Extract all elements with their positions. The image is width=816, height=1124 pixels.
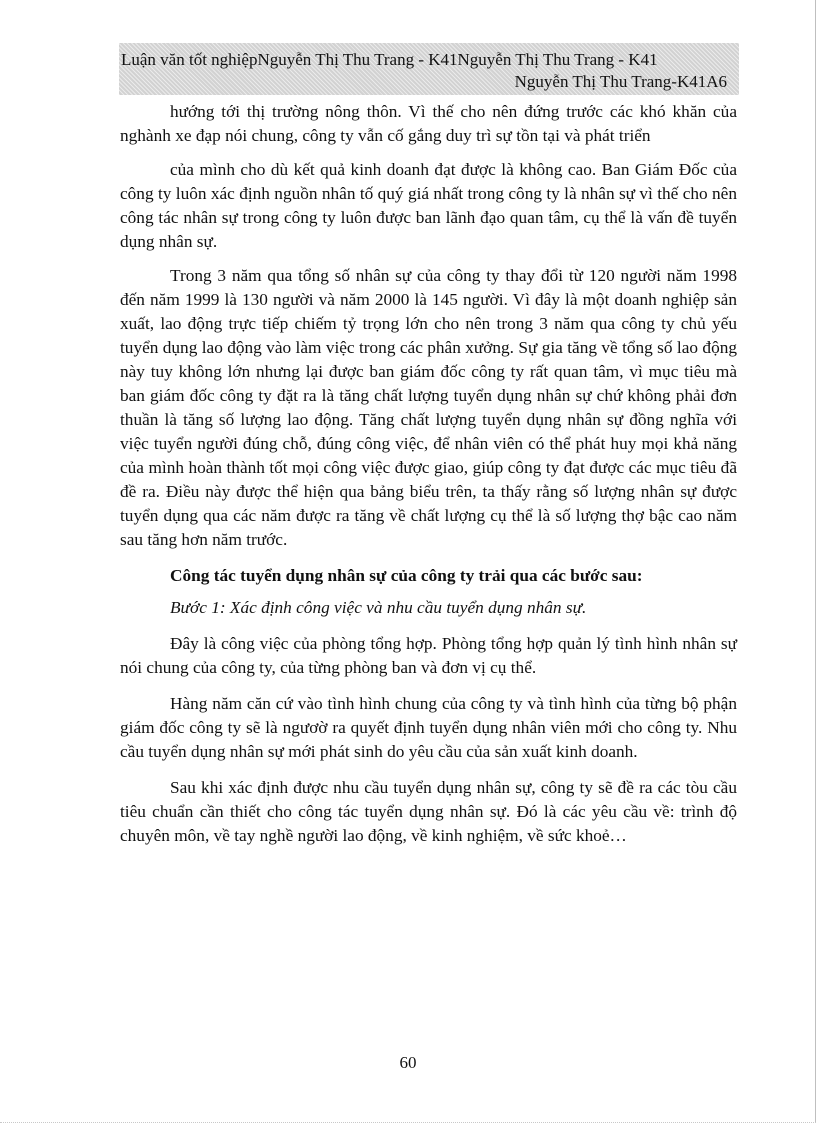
paragraph-3: Trong 3 năm qua tổng số nhân sự của công ty thay đổi từ 120 người năm 1998 đến năm 1999 là 130 người và năm 2000 là 145 người. Vì đây là một doanh nghiệp sản xuất, lao động trực tiếp chiếm tỷ trọng lớn cho nên trong 3 năm qua công ty chủ yếu tuyển dụng lao động vào làm việc trong các phân xưởng. Sự gia tăng về tổng số lao động này tuy không lớn nhưng lại được ban giám đốc công ty rất quan tâm, vì mục tiêu mà ban giám đốc công ty đặt ra là tăng chất lượng tuyển dụng nhân sự chứ không phải đơn thuần là tăng số lượng lao động. Tăng chất lượng tuyển dụng nhân sự đồng nghĩa với việc tuyển người đúng chỗ, đúng công việc, để nhân viên có thể phát huy mọi khả năng của mình hoàn thành tốt mọi công việc được giao, giúp công ty đạt được các mục tiêu đã đề ra. Điều này được thể hiện qua bảng biểu trên, ta thấy rằng số lượng nhân sự được tuyển dụng qua các năm được ra tăng về chất lượng cụ thể là số lượng thợ bậc cao năm sau tăng hơn năm trước. <box>120 266 737 549</box>
step-1-heading: Bước 1: Xác định công việc và nhu cầu tuyển dụng nhân sự. <box>170 598 587 617</box>
document-body <box>120 100 737 860</box>
page-number: 60 <box>399 1053 417 1072</box>
section-heading: Công tác tuyển dụng nhân sự của công ty trải qua các bước sau: <box>170 566 643 585</box>
paragraph-5: Hàng năm căn cứ vào tình hình chung của công ty và tình hình của từng bộ phận giám đốc công ty sẽ là ngươờ ra quyết định tuyển dụng nhân viên mới cho công ty. Nhu cầu tuyển dụng nhân sự mới phát sinh do yêu cầu của sản xuất kinh doanh. <box>120 694 737 761</box>
paragraph-4: Đây là công việc của phòng tổng hợp. Phòng tổng hợp quản lý tình hình nhân sự nói chung của công ty, của từng phòng ban và đơn vị cụ thể. <box>120 634 737 677</box>
paragraph-2: của mình cho dù kết quả kinh doanh đạt được là không cao. Ban Giám Đốc của công ty luôn xác định nguồn nhân tố quý giá nhất trong công ty là nhân sự vì thế cho nên công tác nhân sự trong công ty luôn được ban lãnh đạo quan tâm, cụ thể là vấn đề tuyển dụng nhân sự. <box>120 160 737 251</box>
paragraph-1: hướng tới thị trường nông thôn. Vì thế cho nên đứng trước các khó khăn của nghành xe đạp nói chung, công ty vẫn cố gắng duy trì sự tồn tại và phát triển <box>120 102 737 145</box>
header-line-2: Nguyễn Thị Thu Trang-K41A6 <box>514 72 727 91</box>
page-header <box>119 43 739 95</box>
paragraph-6: Sau khi xác định được nhu cầu tuyển dụng nhân sự, công ty sẽ đề ra các tòu cầu tiêu chuẩn cần thiết cho công tác tuyển dụng nhân sự. Đó là các yêu cầu về: trình độ chuyên môn, về tay nghề người lao động, về kinh nghiệm, về sức khoẻ… <box>120 778 737 845</box>
header-line-1: Luận văn tốt nghiệpNguyễn Thị Thu Trang - K41Nguyễn Thị Thu Trang - K41 <box>121 50 658 69</box>
